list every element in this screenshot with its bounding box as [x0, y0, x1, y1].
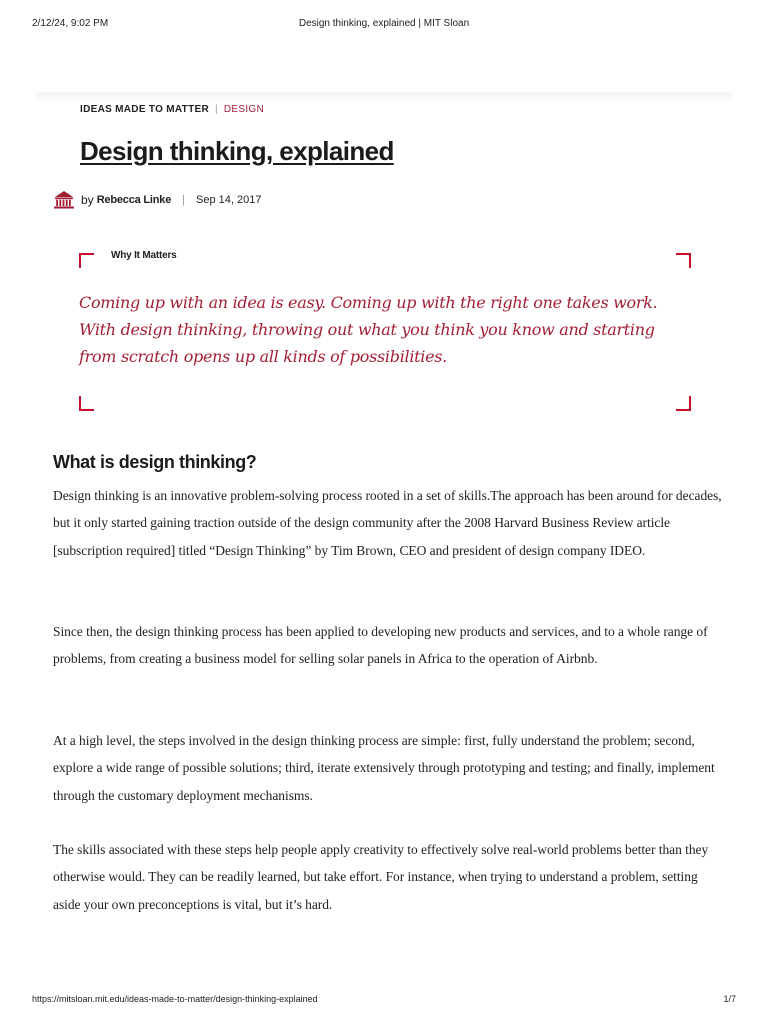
- site-header-shadow: [36, 92, 732, 104]
- corner-bracket-bottom-right: [676, 396, 691, 411]
- corner-bracket-top-right: [676, 253, 691, 268]
- body-paragraph: At a high level, the steps involved in the design thinking process are simple: first, fully understand the problem; second, explore a wide range of possible solutions; third, iterate extensively through prototyping and testing; and finally, implement through the customary deployment mechanisms.: [53, 733, 715, 803]
- print-footer: [32, 994, 736, 1008]
- breadcrumb: [80, 104, 264, 115]
- why-it-matters-label: Why It Matters: [111, 250, 177, 261]
- author-link[interactable]: Rebecca Linke: [96, 194, 172, 206]
- breadcrumb-design[interactable]: DESIGN: [223, 104, 265, 115]
- byline-separator: |: [182, 194, 185, 206]
- corner-bracket-top-left: [79, 253, 94, 268]
- breadcrumb-separator: |: [214, 104, 218, 115]
- byline: [53, 189, 261, 211]
- corner-bracket-bottom-left: [79, 396, 94, 411]
- mit-dome-icon: [53, 190, 75, 210]
- publish-date: Sep 14, 2017: [196, 194, 262, 206]
- section-heading: What is design thinking?: [53, 452, 257, 472]
- body-paragraph: The skills associated with these steps help people apply creativity to effectively solve real-world problems better than they otherwise would. They can be readily learned, but take effort. For instance, when trying to understand a problem, setting aside your own preconceptions is vital, but it’s hard.: [53, 842, 709, 912]
- breadcrumb-ideas-made-to-matter[interactable]: IDEAS MADE TO MATTER: [80, 104, 209, 115]
- print-header: [32, 18, 736, 32]
- article-title[interactable]: Design thinking, explained: [80, 136, 394, 166]
- why-it-matters-quote: Coming up with an idea is easy. Coming up with the right one takes work. With design thinking, throwing out what you think you know and starting from scratch opens up all kinds of possibilities.: [79, 293, 658, 366]
- print-url: https://mitsloan.mit.edu/ideas-made-to-matter/design-thinking-explained: [32, 994, 318, 1004]
- body-paragraph: Design thinking is an innovative problem-solving process rooted in a set of skills.The approach has been around for decades, but it only started gaining traction outside of the design community after the 2008 Harvard Business Review article [subscription required] titled “Design Thinking” by Tim Brown, CEO and president of design company IDEO.: [53, 488, 722, 558]
- body-paragraph: Since then, the design thinking process has been applied to developing new products and services, and to a whole range of problems, from creating a business model for selling solar panels in Africa to the operation of Airbnb.: [53, 624, 708, 667]
- print-doc-title: Design thinking, explained | MIT Sloan: [298, 18, 470, 29]
- print-datetime: 2/12/24, 9:02 PM: [32, 18, 109, 29]
- byline-prefix: by: [81, 193, 94, 207]
- page-number: 1/7: [723, 994, 736, 1004]
